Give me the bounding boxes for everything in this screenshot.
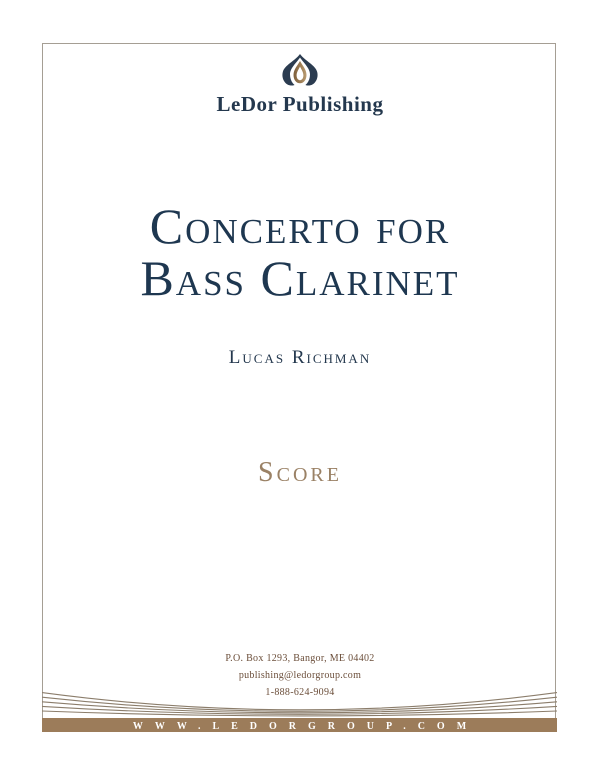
title-line-2: Bass Clarinet <box>140 250 460 306</box>
footer-website-bar <box>42 718 557 732</box>
composer-name: Lucas Richman <box>228 347 372 368</box>
contact-phone: 1-888-624-9094 <box>265 687 335 698</box>
decorative-arc-lines-icon <box>42 688 557 719</box>
website-url: WWW.LEDORGROUP.COM <box>132 721 479 732</box>
title-line-1: Concerto for <box>149 198 451 254</box>
part-label-score: Score <box>258 457 342 488</box>
spade-flame-logo-icon <box>281 54 319 88</box>
publisher-name: LeDor Publishing <box>216 92 384 116</box>
page-border-frame <box>42 43 556 719</box>
contact-address: P.O. Box 1293, Bangor, ME 04402 <box>225 653 375 664</box>
work-title <box>0 200 600 304</box>
contact-email: publishing@ledorgroup.com <box>238 670 362 681</box>
